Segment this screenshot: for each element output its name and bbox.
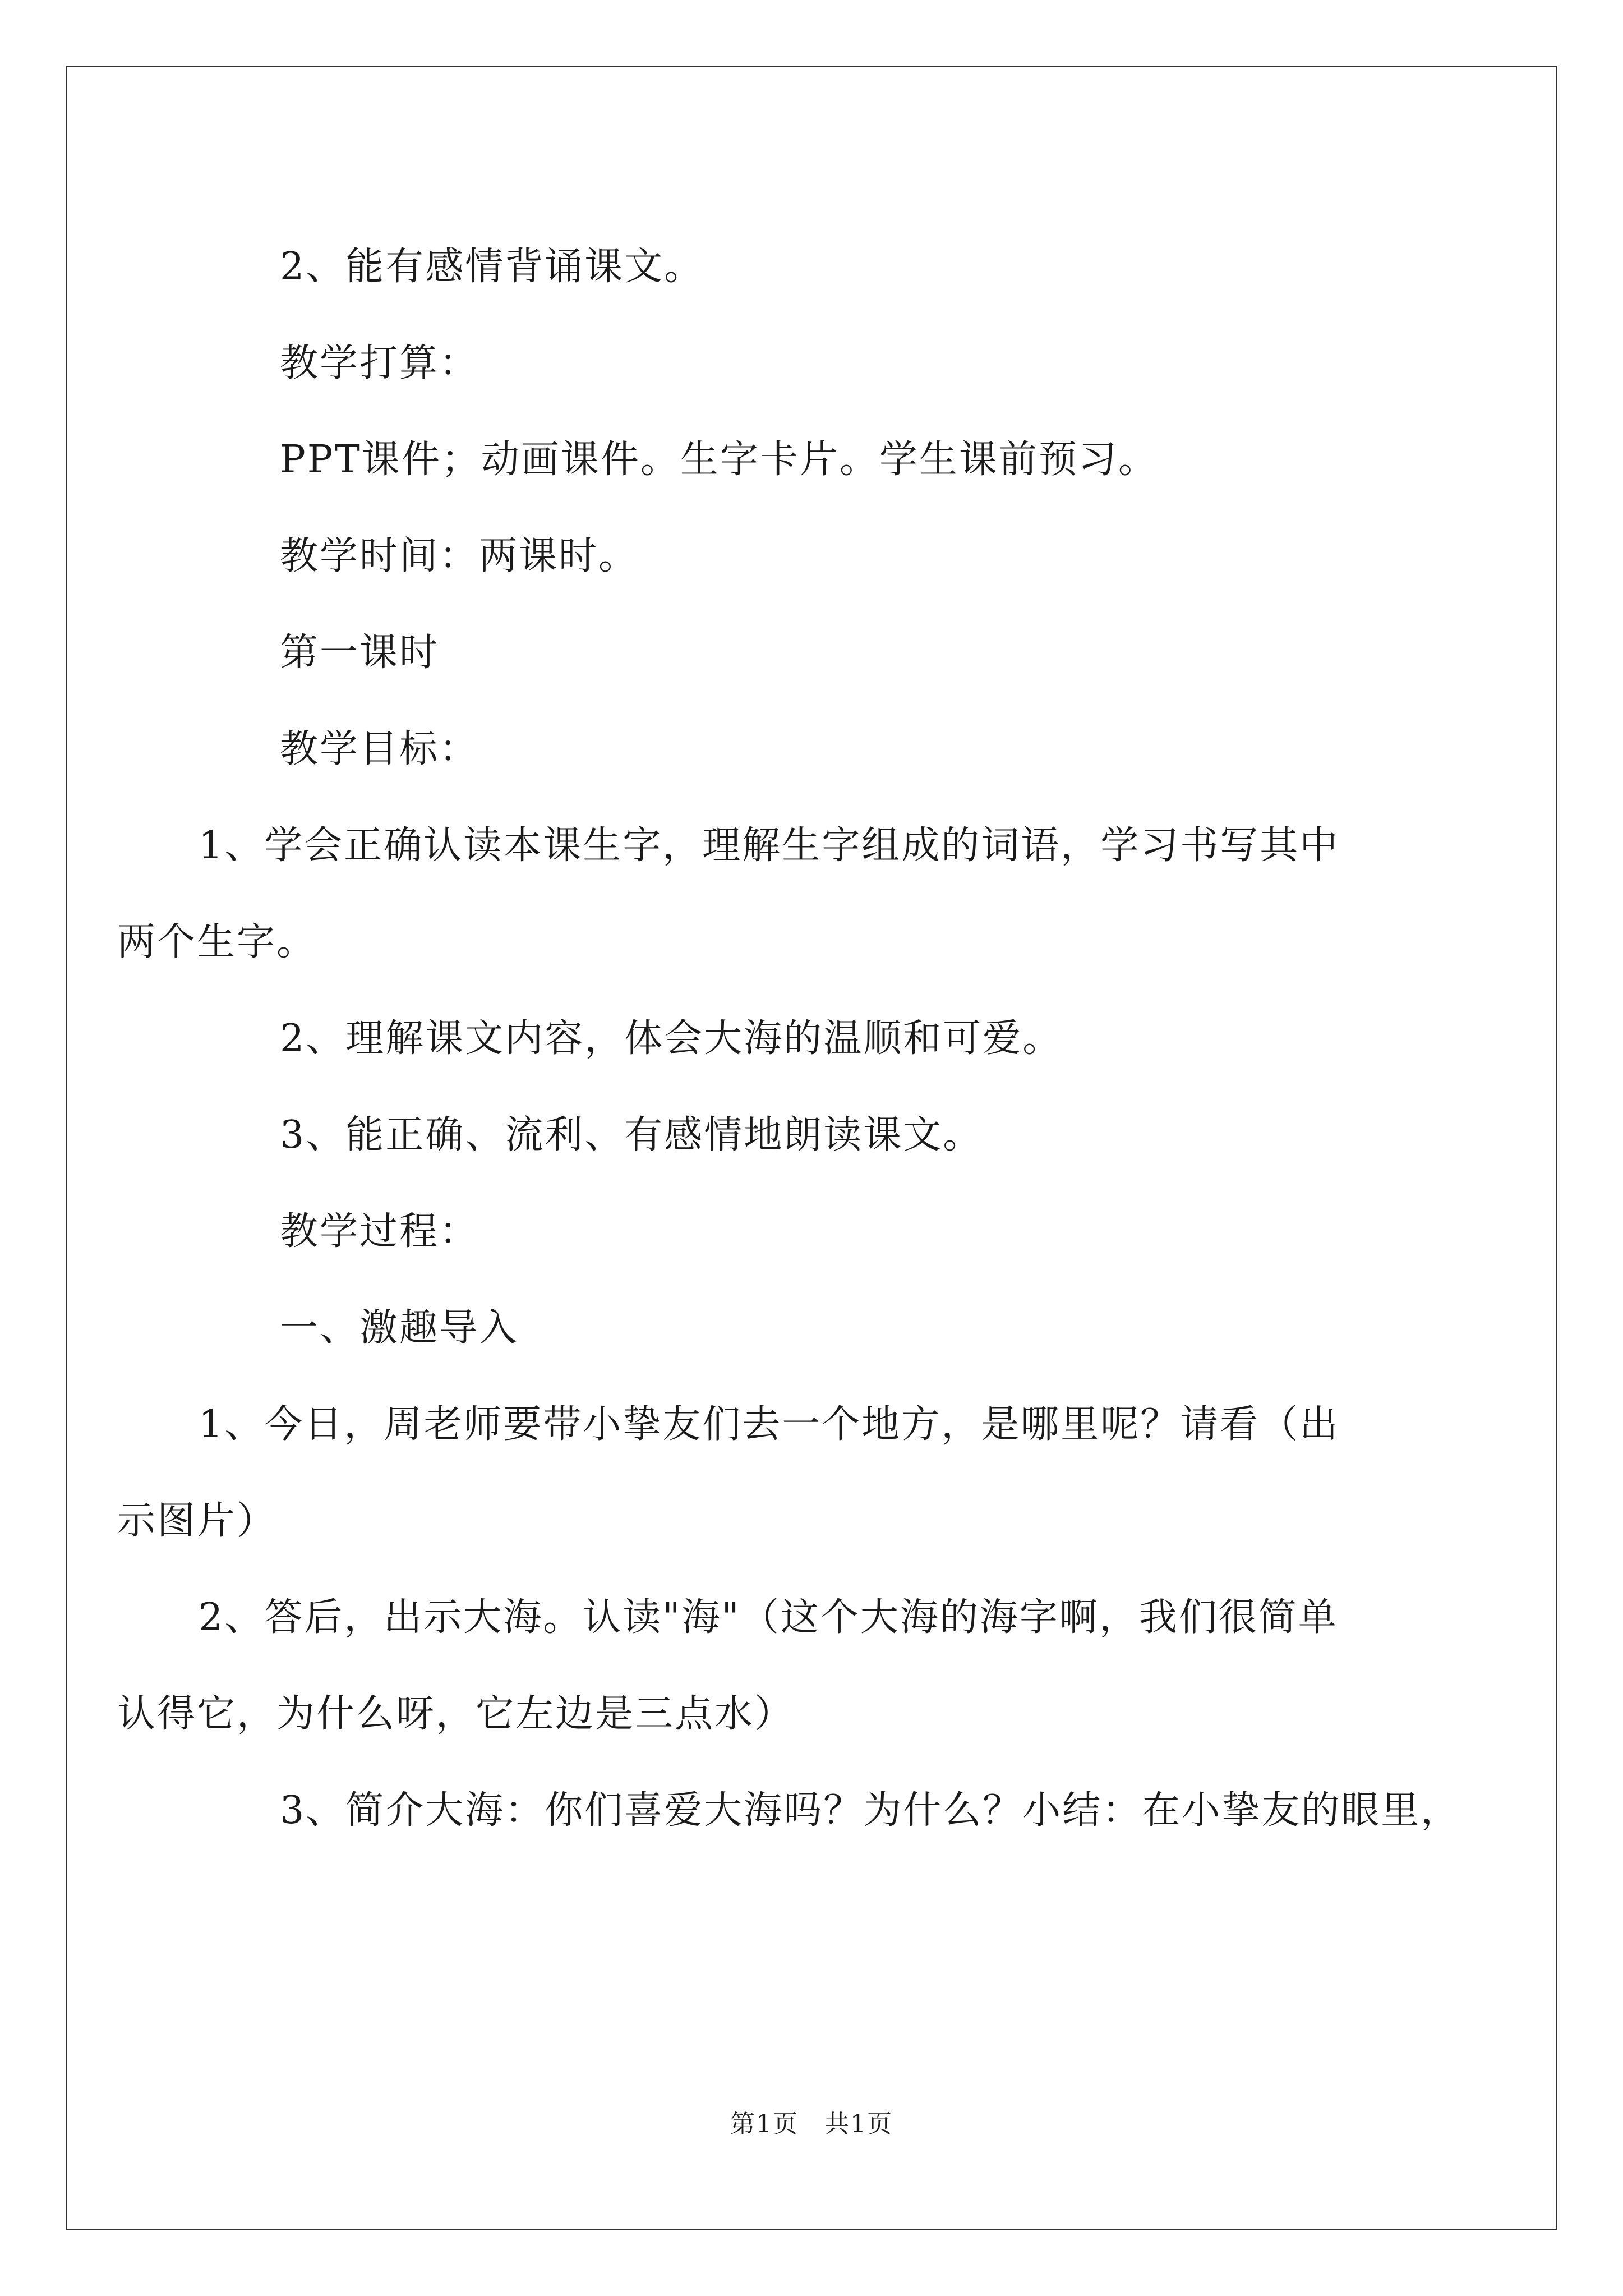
- paragraph-line: 1、学会正确认读本课生字，理解生字组成的词语，学习书写其中: [199, 823, 1340, 868]
- paragraph-line: 1、今日，周老师要带小挚友们去一个地方，是哪里呢？请看（出: [199, 1402, 1340, 1447]
- paragraph-line: 示图片）: [117, 1499, 277, 1543]
- paragraph: PPT课件；动画课件。生字卡片。学生课前预习。: [280, 438, 1158, 482]
- section-heading: 第一课时: [280, 631, 440, 675]
- paragraph: 教学打算：: [280, 341, 479, 385]
- page-footer: 第1页 共1页: [730, 2110, 893, 2138]
- paragraph-line: 认得它，为什么呀，它左边是三点水）: [117, 1692, 795, 1736]
- paragraph: [117, 798, 1432, 991]
- paragraph-line: 两个生字。: [117, 920, 317, 964]
- paragraph: 3、能正确、流利、有感情地朗读课文。: [280, 1113, 983, 1157]
- paragraph: 教学时间：两课时。: [280, 534, 639, 578]
- paragraph: 2、能有感情背诵课文。: [280, 245, 704, 289]
- paragraph: 2、理解课文内容，体会大海的温顺和可爱。: [280, 1016, 1063, 1061]
- paragraph: [117, 1570, 1432, 1763]
- paragraph: [117, 1377, 1432, 1570]
- section-heading: 一、激趣导入: [280, 1306, 519, 1350]
- paragraph: 3、简介大海：你们喜爱大海吗？为什么？小结：在小挚友的眼里，: [280, 1788, 1461, 1833]
- paragraph: 教学过程：: [280, 1209, 479, 1254]
- document-body: [117, 219, 1461, 1859]
- paragraph: 教学目标：: [280, 727, 479, 771]
- paragraph-line: 2、答后，出示大海。认读"海"（这个大海的海字啊，我们很简单: [199, 1595, 1338, 1640]
